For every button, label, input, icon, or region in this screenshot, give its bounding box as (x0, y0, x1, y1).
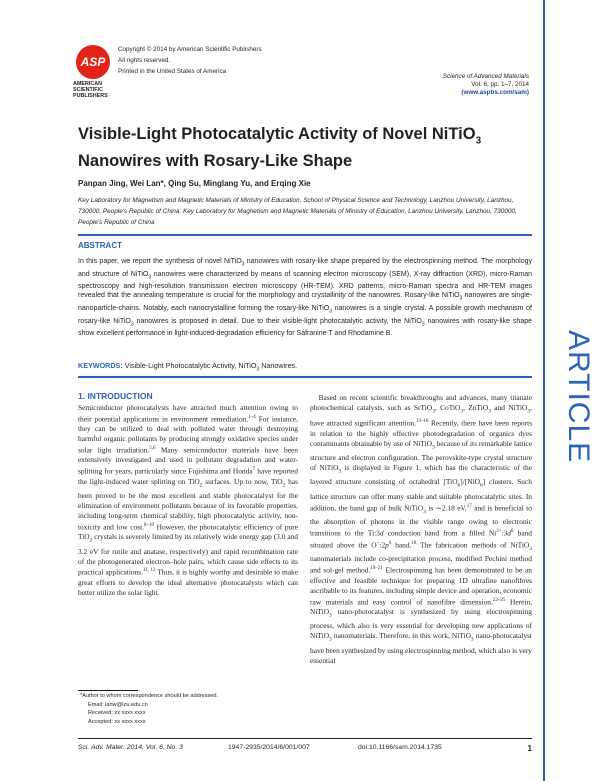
logo-name-line: PUBLISHERS (73, 93, 108, 99)
copyright-line: Printed in the United States of America (118, 68, 227, 75)
footer-citation: Sci. Adv. Mater. 2014, Vol. 6, No. 3 (78, 744, 183, 751)
footer-rule (78, 738, 532, 739)
footer-doi[interactable]: doi:10.1166/sam.2014.1735 (358, 744, 442, 751)
logo-name-line: AMERICAN (73, 81, 103, 87)
sidebar-rule (543, 0, 545, 781)
copyright-block (118, 44, 262, 77)
body-column-right: Based on recent scientific breakthroughs and advances, many titanate photochemical catalysts, such as SrTiO$_3$, CoTiO$_3$, ZnTiO$_3$ and NiTiO$_3$, have attracted significant attention.$^{13-16}$ Recently, there have been reports in relation to the highly effective photodegradation of organics dyes contaminants obtainable by use of NiTiO$_3$ because of its remarkable lattice structure and electron configuration. The perovskite-type crystal structure of NiTiO$_3$ is displayed in Figure 1, which has the characteristic of the layered structure consisting of octahedral [TiO$_6$]/[NiO$_6$] clusters. Such lattice structure can offer many stable and suitable photocatalytic sites. In addition, the band gap of bulk NiTiO$_3$ is ∼2.18 eV,$^{17}$ and is beneficial to the absorption of photons in the visible range owing to electronic transitions to the Ti:3d conduction band from a filled $Ni^{2+}:3d^8$ band situated above the $O^-:2p^6$ band.$^{18}$ The fabrication methods of NiTiO$_3$ nanomaterials include co-precipitation process, modified Pechini method and sol-gel method.$^{19-21}$ Electrospinning has been demonstrated to be an effective and feasible technique for preparing 1D ultrafine nanofibres ascribable to its features, including simple device and operation, economic raw materials and easy control of nanofibre dimension.$^{22-25}$ Herein, NiTiO$_3$ nano-photocatalyst is synthesized by using electrospinning process, which also is very essential for developing new applications of NiTiO$_3$ nanomaterials. Therefore, in this work, NiTiO$_3$ nano-photocatalyst have been synthesized by using electrospinning method, which also is very essential (310, 393, 533, 665)
copyright-line: Copyright © 2014 by American Scientific Publishers (118, 46, 262, 53)
journal-volume: Vol. 6, pp. 1–7, 2014 (471, 81, 529, 88)
logo-name-line: SCIENTIFIC (73, 87, 103, 93)
author-list: Panpan Jing, Wei Lan*, Qing Su, Minglang Yu, and Erqing Xie (78, 179, 311, 188)
divider (78, 376, 532, 378)
journal-info (443, 73, 529, 97)
journal-url[interactable]: (www.aspbs.com/sam) (461, 89, 529, 96)
affiliation: Key Laboratory for Magnetism and Magnetic Materials of Ministry of Education, School of Physical Science and Technology, Lanzhou University, Lanzhou, 730000, People's Republic of China; Key Laboratory for Magnetism and Magnetic Materials of Ministry of Education, Lanzhou University, Lanzhou, 730000, People's Republic of China (78, 197, 517, 226)
logo-abbr: ASP (80, 55, 106, 69)
footnote-line: Received: xx xxxx xxxx (88, 710, 146, 716)
abstract-text: In this paper, we report the synthesis of novel NiTiO$_3$ nanowires with rosary-like shape prepared by the electrospinning method. The morphology and structure of NiTiO$_3$ nanowires were characterized by means of scanning electron microscopy (SEM), X-ray diffraction (XRD), micro-Raman spectroscopy and high-resolution transmission electron microscopy (HR-TEM). XRD patterns, micro-Raman spectra and HR-TEM images revealed that the annealing temperature is crucial for the morphology and crystallinity of the nanowires. Rosary-like NiTiO$_3$ nanowires are single-nanoparticle-chains. Notably, each nanocrystalline forming the rosary-like NiTiO$_3$ nanowires is a single crystal. A possible growth mechanism of rosary-like NiTiO$_3$ nanowires is proposed in detail. Due to their visible-light photocatalytic activity, the NiTiO$_3$ nanowires with rosary-like shape show excellent performance in light-induced-degradation efficiency for Safranine T and Rhodamine B. (78, 258, 532, 338)
article-side-label: ARTICLE (562, 330, 595, 464)
journal-name: Science of Advanced Materials (442, 73, 529, 80)
publisher-logo (73, 45, 113, 99)
copyright-line: All rights reserved. (118, 57, 171, 64)
divider (78, 234, 532, 236)
title-subscript: 3 (475, 135, 482, 147)
body-column-left: Semiconductor photocatalysts have attracted much attention owing to their potential applications in environment remediation.$^{1-4}$ For instance, they can be utilized to deal with polluted water through destroying harmful organic pollutants by producing strongly oxidative species under solar light irradiation.$^{5,6}$ Many semiconductor materials have been extensively investigated and used in pollutant degradation and water-splitting for years, particularly since Fujishima and Honda$^7$ have reported the light-induced water splitting on TiO$_2$ surfaces. Up to now, TiO$_2$ has been proved to be the most excellent and stable photocatalyst for the elimination of environment pollutants because of its favorable properties, including long-term chemical stability, high photocatalytic activity, non-toxicity and low cost.$^{8-10}$ However, the photocatalytic efficiency of pure TiO$_2$ crystals is severely limited by its relatively wide energy gap (3.0 and 3.2 eV for rutile and anatase, respectively) and rapid recombination rate of the photogenerated electron–hole pairs, which cause side effects to its practical applications.$^{11, 12}$ Thus, it is highly worthy and desirable to make great efforts to develop the ideal alternative photocatalysts which can better utilize the solar light. (78, 403, 299, 597)
page-number: 1 (527, 744, 532, 753)
keywords-label: KEYWORDS: (78, 361, 123, 370)
logo-circle (76, 45, 110, 79)
footnote-email[interactable]: Email: lanw@lzu.edu.cn (88, 701, 148, 708)
section-heading: 1. INTRODUCTION (78, 391, 153, 401)
footnote-rule (78, 690, 138, 691)
title-text: Nanowires with Rosary-Like Shape (78, 152, 353, 171)
abstract-heading: ABSTRACT (78, 241, 122, 250)
footnote-line: Accepted: xx xxxx xxxx (88, 718, 146, 725)
footer-issn: 1947-2935/2014/6/001/007 (228, 744, 310, 751)
title-text: Visible-Light Photocatalytic Activity of Novel NiTiO (78, 125, 476, 143)
article-sidebar (543, 0, 600, 781)
footnote-line: *Author to whom correspondence should be addressed. (80, 693, 219, 699)
footnote (80, 692, 218, 726)
logo-name (73, 81, 113, 99)
keywords: KEYWORDS: Visible-Light Photocatalytic Activity, NiTiO$_3$ Nanowires. (78, 361, 298, 373)
paper-title (78, 124, 528, 172)
page-footer (78, 744, 532, 753)
